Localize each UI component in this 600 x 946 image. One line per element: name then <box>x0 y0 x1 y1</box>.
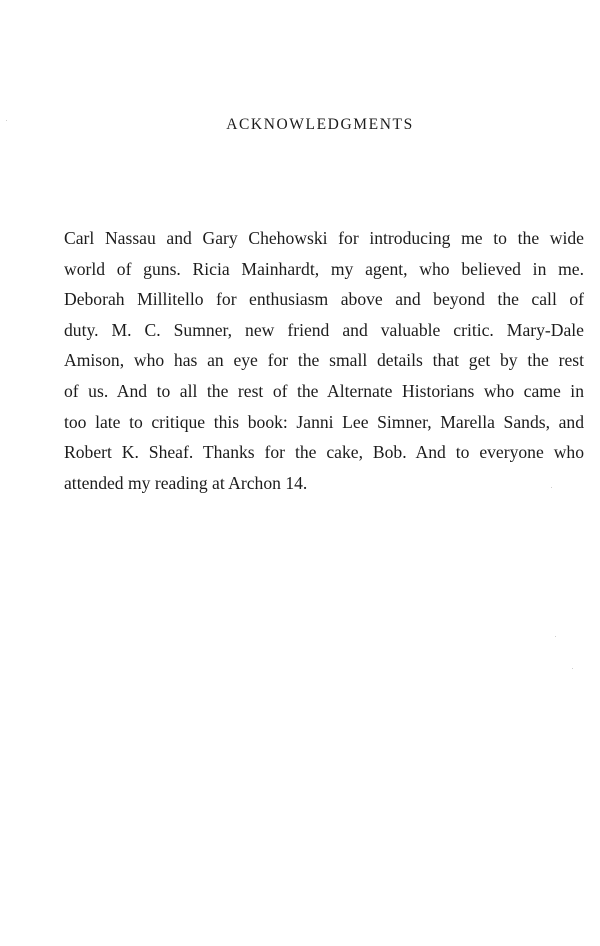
paragraph-line: Amison, who has an eye for the small details that get by the rest <box>64 350 584 371</box>
paragraph-line: of us. And to all the rest of the Alternate Historians who came in <box>64 380 584 401</box>
scan-speck <box>555 636 556 637</box>
paragraph-line: Robert K. Sheaf. Thanks for the cake, Bob. And to everyone who <box>64 442 584 463</box>
scan-speck <box>551 487 552 488</box>
paragraph-line: duty. M. C. Sumner, new friend and valuable critic. Mary-Dale <box>64 319 584 340</box>
paragraph-line: too late to critique this book: Janni Lee Simner, Marella Sands, and <box>64 411 584 432</box>
paragraph-line: Carl Nassau and Gary Chehowski for introducing me to the wide <box>64 228 584 248</box>
paragraph-line: attended my reading at Archon 14. <box>64 472 308 493</box>
scan-speck <box>6 120 7 121</box>
page-heading: ACKNOWLEDGMENTS <box>226 116 414 133</box>
paragraph-line: world of guns. Ricia Mainhardt, my agent, who believed in me. <box>64 258 584 279</box>
paragraph-line: Deborah Millitello for enthusiasm above and beyond the call of <box>64 289 584 310</box>
acknowledgments-paragraph <box>64 223 584 498</box>
scan-speck <box>572 668 573 669</box>
